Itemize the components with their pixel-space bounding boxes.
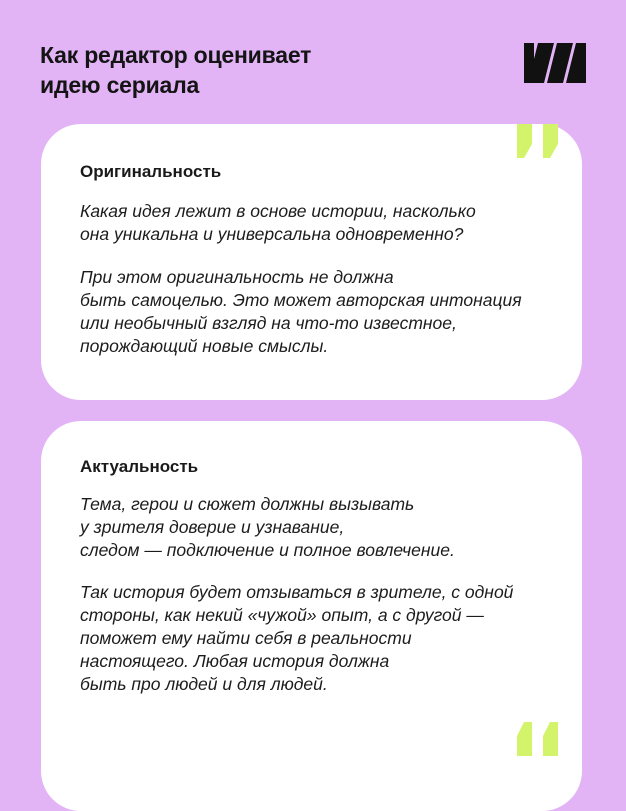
paragraph-line: следом — подключение и полное вовлечение. (80, 540, 455, 560)
paragraph-line: настоящего. Любая история должна (80, 651, 390, 671)
quote-mark-icon (517, 124, 561, 158)
card-paragraph (80, 266, 582, 358)
paragraph-line: она уникальна и универсальна одновременно? (80, 224, 464, 244)
paragraph-line: быть самоцелью. Это может авторская интонация (80, 290, 522, 310)
card-relevance (41, 421, 582, 811)
paragraph-line: Какая идея лежит в основе истории, насколько (80, 201, 476, 221)
paragraph-line: стороны, как некий «чужой» опыт, а с другой — (80, 605, 484, 625)
card-title: Оригинальность (80, 162, 222, 181)
card-originality (41, 124, 582, 400)
card-title: Актуальность (80, 457, 199, 476)
paragraph-line: или необычный взгляд на что-то известное, (80, 313, 457, 333)
card-paragraph (80, 493, 582, 562)
paragraph-line: Тема, герои и сюжет должны вызывать (80, 494, 415, 514)
paragraph-line: поможет ему найти себя в реальности (80, 628, 412, 648)
paragraph-line: порождающий новые смыслы. (80, 336, 329, 356)
quote-mark-icon (517, 722, 561, 756)
card-paragraph (80, 200, 582, 246)
paragraph-line: у зрителя доверие и узнавание, (80, 517, 345, 537)
page-title-line: Как редактор оценивает (40, 42, 312, 68)
page-title-line: идею сериала (40, 72, 200, 98)
paragraph-line: быть про людей и для людей. (80, 674, 328, 694)
m-letter-logo-icon (524, 43, 586, 83)
page-title (40, 40, 311, 100)
paragraph-line: При этом оригинальность не должна (80, 267, 394, 287)
paragraph-line: Так история будет отзываться в зрителе, с одной (80, 582, 514, 602)
card-paragraph (80, 581, 582, 696)
